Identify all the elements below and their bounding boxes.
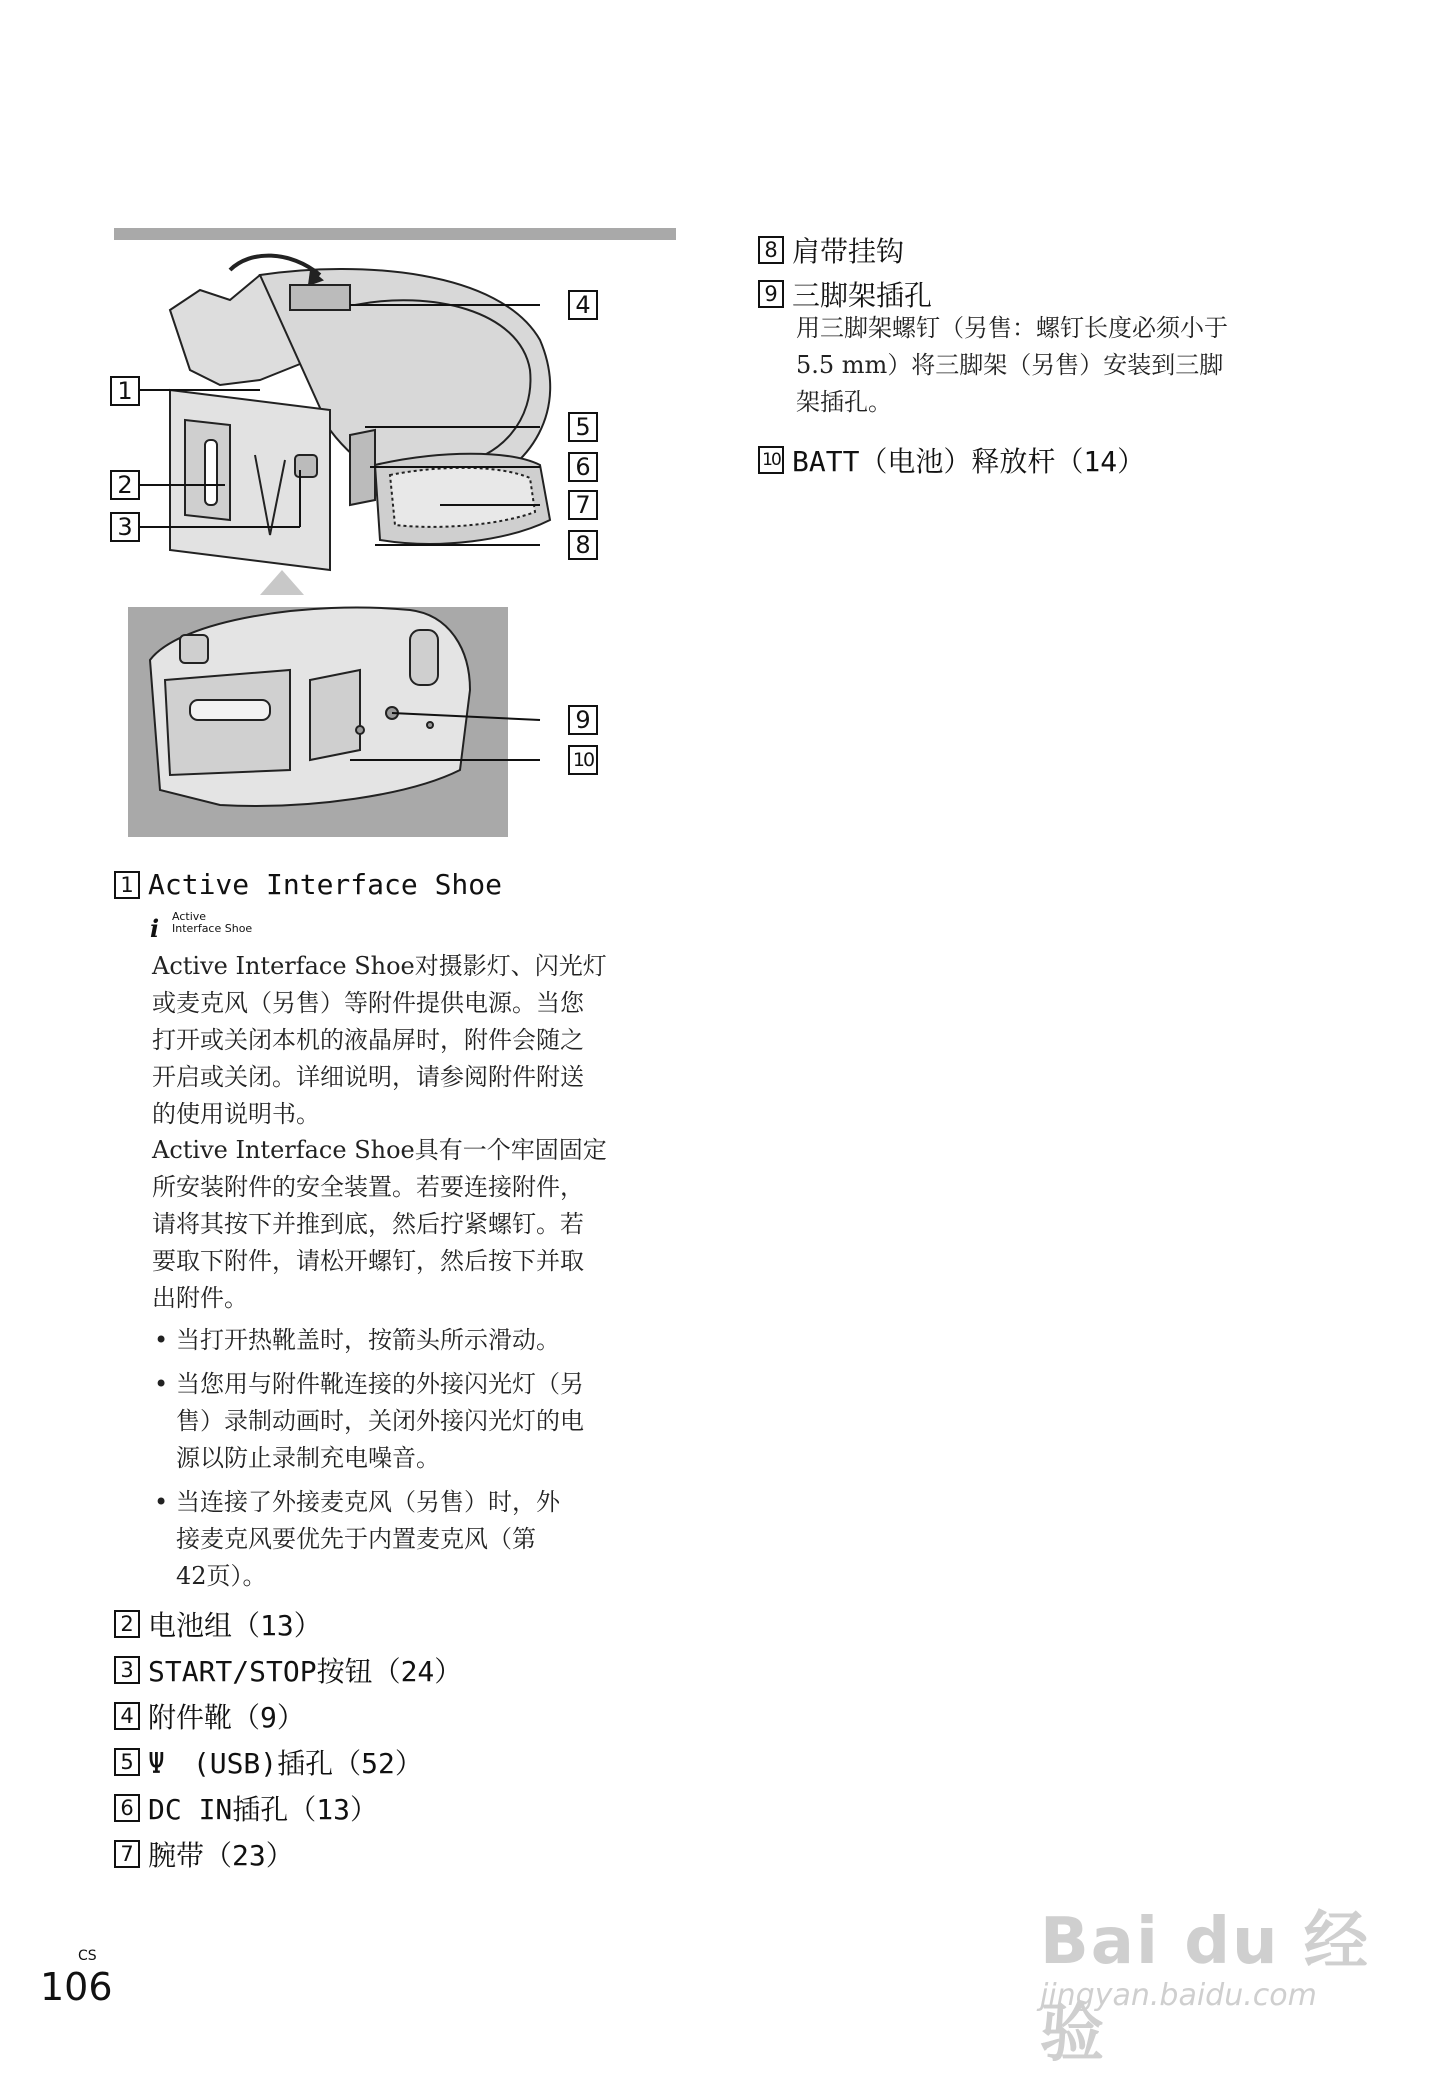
- item-1-heading: [114, 868, 502, 901]
- item-1-number: 1: [114, 871, 140, 899]
- active-interface-shoe-logo: [150, 910, 270, 943]
- item-9-description: 用三脚架螺钉（另售：螺钉长度必须小于 5.5 mm）将三脚架（另售）安装到三脚 架插孔。: [796, 314, 1228, 416]
- callout-10: 10: [568, 745, 598, 775]
- camcorder-illustration: [110, 250, 630, 840]
- callout-1: 1: [110, 376, 140, 406]
- language-tag: CS: [78, 1948, 97, 1964]
- item-8: 8 肩带挂钩: [758, 230, 904, 270]
- callout-4: 4: [568, 290, 598, 320]
- item-3: 3 START/STOP按钮（24）: [114, 1650, 462, 1690]
- item-2: 2 电池组（13）: [114, 1604, 322, 1644]
- page-number: 106: [40, 1965, 113, 2009]
- logo-text: Active Interface Shoe: [172, 910, 253, 935]
- item-7: 7 腕带（23）: [114, 1834, 294, 1874]
- view-arrow: [260, 570, 304, 595]
- note-bullet-3: • 当连接了外接麦克风（另售）时，外 接麦克风要优先于内置麦克风（第 42页）。: [154, 1488, 560, 1590]
- camera-front-view: [170, 256, 550, 570]
- section-rule: [114, 228, 676, 240]
- callout-9: 9: [568, 705, 598, 735]
- item-4: 4 附件靴（9）: [114, 1696, 305, 1736]
- item-1-label: Active Interface Shoe: [148, 868, 503, 901]
- camera-bottom-view: [150, 607, 470, 806]
- baidu-watermark: [1040, 1880, 1380, 2071]
- watermark-url: jingyan.baidu.com: [1040, 1978, 1317, 2013]
- callout-2: 2: [110, 470, 140, 500]
- callout-3: 3: [110, 512, 140, 542]
- callout-7: 7: [568, 490, 598, 520]
- callout-6: 6: [568, 452, 598, 482]
- watermark-main: Bai du 经验: [1040, 1905, 1370, 2071]
- logo-mark: i: [150, 914, 160, 943]
- item-1-safety-description: Active Interface Shoe具有一个牢固固定 所安装附件的安全装置。若要连接附件， 请将其按下并推到底，然后拧紧螺钉。若 要取下附件，请松开螺钉，然后按下并取 出附件。: [152, 1136, 607, 1312]
- item-1-description: Active Interface Shoe对摄影灯、闪光灯 或麦克风（另售）等附件提供电源。当您 打开或关闭本机的液晶屏时，附件会随之 开启或关闭。详细说明，请参阅附件附送 的使用说明书。: [152, 952, 607, 1128]
- item-6: 6 DC IN插孔（13）: [114, 1788, 378, 1828]
- callout-8: 8: [568, 530, 598, 560]
- item-10: 10 BATT（电池）释放杆（14）: [758, 440, 1145, 480]
- note-bullet-2: • 当您用与附件靴连接的外接闪光灯（另 售）录制动画时，关闭外接闪光灯的电 源以防止录制充电噪音。: [154, 1370, 584, 1472]
- note-bullet-1: • 当打开热靴盖时，按箭头所示滑动。: [154, 1326, 560, 1354]
- callout-5: 5: [568, 412, 598, 442]
- item-5: 5 Ψ (USB)插孔（52）: [114, 1742, 423, 1782]
- item-9: 9 三脚架插孔: [758, 274, 932, 314]
